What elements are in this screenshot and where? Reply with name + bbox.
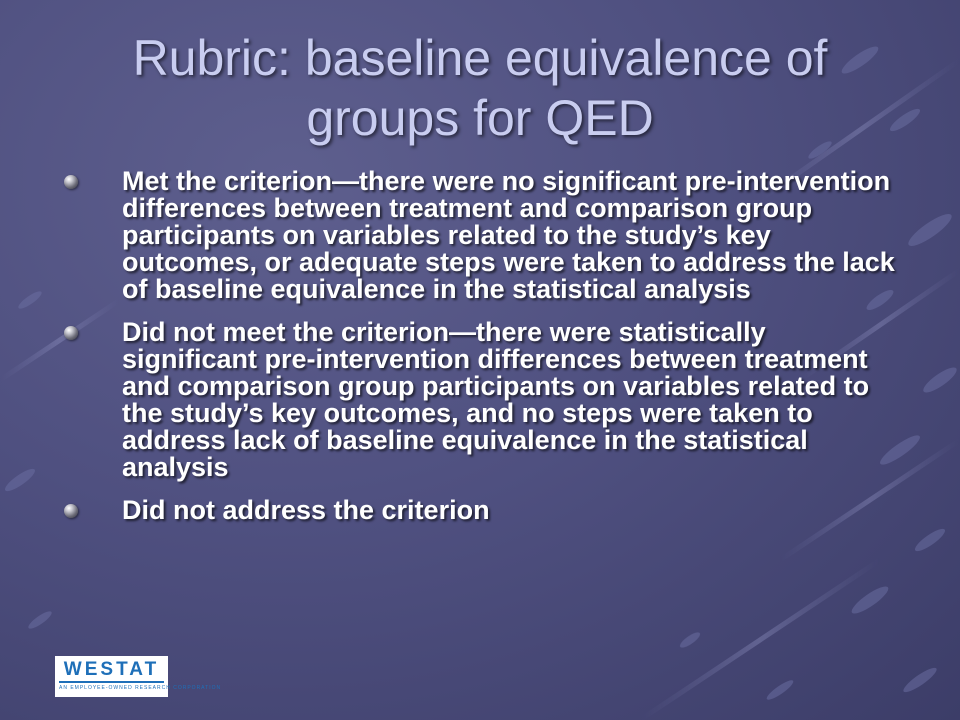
slide-title <box>60 28 900 148</box>
logo-tagline: AN EMPLOYEE-OWNED RESEARCH CORPORATION <box>59 685 222 691</box>
bullet-did-not-meet-criterion <box>60 319 900 481</box>
bullet-met-criterion <box>60 168 900 303</box>
bullet-body: —there were statistically significant pre-intervention differences between treatment and comparison group participants on variables related to the study’s key outcomes, and no steps were taken to address lack of baseline equivalence in the statistical analysis <box>122 317 870 482</box>
bullet-lead: Did not meet the criterion <box>122 317 450 347</box>
sphere-bullet-icon <box>64 504 78 518</box>
bullet-lead: Did not address the criterion <box>122 495 490 525</box>
bullet-text <box>122 319 900 481</box>
sphere-bullet-icon <box>64 175 78 189</box>
bullet-lead: Met the criterion <box>122 166 333 196</box>
bullet-text <box>122 168 900 303</box>
bullet-body: —there were no significant pre-intervention differences between treatment and comparison group participants on variables related to the study’s key outcomes, or adequate steps were taken to address the lack of baseline equivalence in the statistical analysis <box>122 166 895 304</box>
logo-divider <box>59 681 164 683</box>
title-line-2: groups for QED <box>306 90 654 146</box>
sphere-bullet-icon <box>64 326 78 340</box>
title-line-1: Rubric: baseline equivalence of <box>132 30 828 86</box>
bullet-list <box>60 168 900 540</box>
bullet-did-not-address-criterion <box>60 497 900 524</box>
bullet-text <box>122 497 900 524</box>
logo-wordmark: WESTAT <box>63 659 160 680</box>
westat-logo <box>55 656 222 697</box>
